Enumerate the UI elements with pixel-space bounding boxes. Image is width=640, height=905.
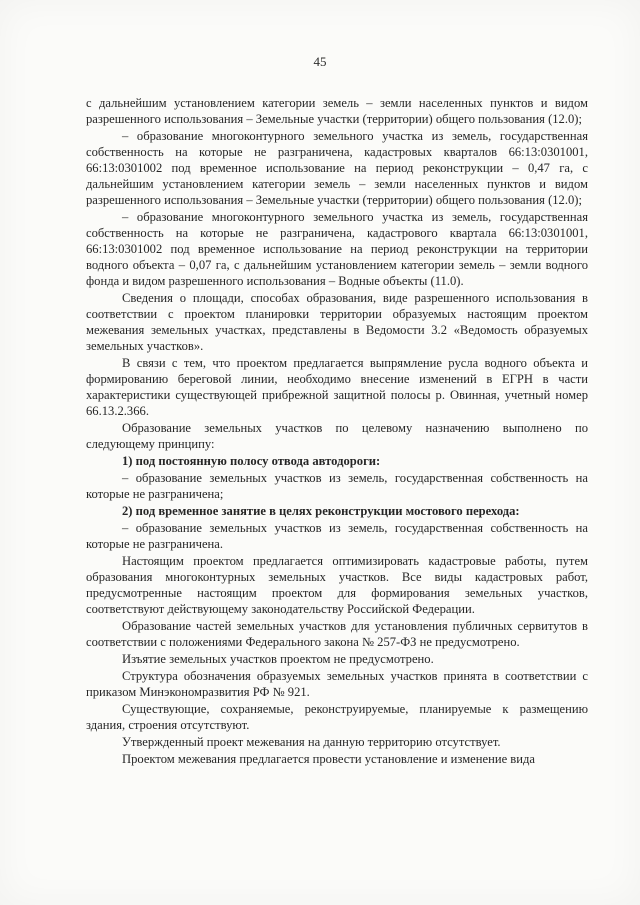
paragraph-buildings: Существующие, сохраняемые, реконструируемые, планируемые к размещению здания, строения отсутствуют. bbox=[86, 702, 588, 732]
list-item-bridge-reconstruction: – образование земельных участков из земель, государственная собственность на которые не разграничена. bbox=[86, 521, 588, 551]
paragraph-approved-project: Утвержденный проект межевания на данную территорию отсутствует. bbox=[122, 735, 501, 749]
list-item-multicontour-plot-1: – образование многоконтурного земельного участка из земель, государственная собственность на которые не разграничена, кадастровых кварталов 66:13:0301001, 66:13:0301002 под временное использование на период реконструкции – 0,47 га, с дальнейшим установлением категории земель – земли населенных пунктов и видом разрешенного использования – Земельные участки (территории) общего пользования (12.0); bbox=[86, 129, 588, 207]
page-number: 45 bbox=[313, 54, 327, 69]
heading-bridge-reconstruction: 2) под временное занятие в целях реконструкции мостового перехода: bbox=[122, 504, 520, 518]
paragraph-area-info: Сведения о площади, способах образования, виде разрешенного использования в соответствии с проектом планировки территории образуемых настоящим проектом межевания земельных участках, представлены в Ведомости 3.2 «Ведомость образуемых земельных участков». bbox=[86, 291, 588, 353]
paragraph-land-use-change: Проектом межевания предлагается провести установление и изменение вида bbox=[122, 752, 535, 766]
paragraph-withdrawal: Изъятие земельных участков проектом не предусмотрено. bbox=[122, 652, 434, 666]
document-body bbox=[86, 95, 588, 768]
paragraph-designation-structure: Структура обозначения образуемых земельных участков принята в соответствии с приказом Минэкономразвития РФ № 921. bbox=[86, 669, 588, 699]
list-item-road-strip: – образование земельных участков из земель, государственная собственность на которые не разграничена; bbox=[86, 471, 588, 501]
heading-road-strip: 1) под постоянную полосу отвода автодороги: bbox=[122, 454, 381, 468]
paragraph-principle: Образование земельных участков по целевому назначению выполнено по следующему принципу: bbox=[86, 421, 588, 451]
paragraph-servitudes: Образование частей земельных участков для установления публичных сервитутов в соответствии с положениями Федерального закона № 257-ФЗ не предусмотрено. bbox=[86, 619, 588, 649]
paragraph-optimization: Настоящим проектом предлагается оптимизировать кадастровые работы, путем образования многоконтурных земельных участков. Все виды кадастровых работ, предусмотренные настоящим проектом для формирования земельных участков, соответствуют действующему законодательству Российской Федерации. bbox=[86, 554, 588, 616]
paragraph-riverbed: В связи с тем, что проектом предлагается выпрямление русла водного объекта и формированию береговой линии, необходимо внесение изменений в ЕГРН в части характеристики существующей прибрежной защитной полосы р. Овинная, учетный номер 66.13.2.366. bbox=[86, 356, 588, 418]
paragraph-continuation: с дальнейшим установлением категории земель – земли населенных пунктов и видом разрешенного использования – Земельные участки (территории) общего пользования (12.0); bbox=[86, 96, 588, 126]
list-item-multicontour-plot-2: – образование многоконтурного земельного участка из земель, государственная собственность на которые не разграничена, кадастрового квартала 66:13:0301001, 66:13:0301002 под временное использование на период реконструкции на территории водного объекта – 0,07 га, с дальнейшим установлением категории земель – земли водного фонда и видом разрешенного использования – Водные объекты (11.0). bbox=[86, 210, 588, 288]
